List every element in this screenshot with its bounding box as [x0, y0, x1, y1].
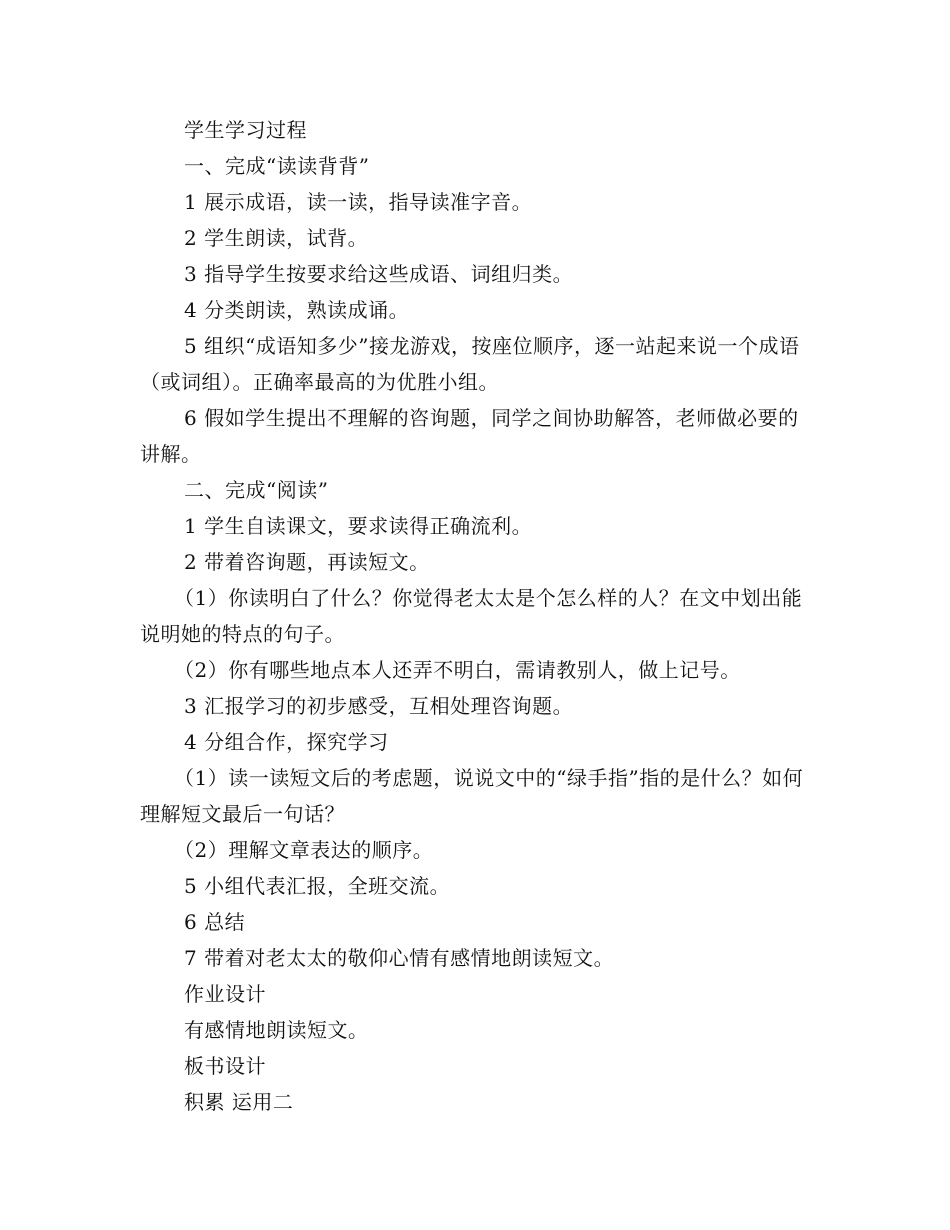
- paragraph-1: 学生学习过程: [184, 118, 307, 142]
- paragraph-16: （1）读一读短文后的考虑题，说说文中的“绿手指”指的是什么？如何理解短文最后一句话？: [140, 766, 804, 826]
- paragraph-5: 3 指导学生按要求给这些成语、词组归类。: [184, 262, 574, 286]
- paragraph-23: 板书设计: [184, 1054, 266, 1078]
- paragraph-21: 作业设计: [184, 982, 266, 1006]
- paragraph-18: 5 小组代表汇报，全班交流。: [184, 874, 451, 898]
- paragraph-14: 3 汇报学习的初步感受，互相处理咨询题。: [184, 694, 574, 718]
- paragraph-15: 4 分组合作，探究学习: [184, 730, 389, 754]
- paragraph-12: （1）你读明白了什么？你觉得老太太是个怎么样的人？在文中划出能说明她的特点的句子。: [140, 586, 803, 646]
- paragraph-10: 1 学生自读课文，要求读得正确流利。: [184, 514, 533, 538]
- paragraph-17: （2）理解文章表达的顺序。: [174, 838, 434, 862]
- paragraph-9: 二、完成“阅读”: [184, 478, 329, 502]
- paragraph-24: 积累 运用二: [184, 1090, 294, 1114]
- paragraph-7: 5 组织“成语知多少”接龙游戏，按座位顺序，逐一站起来说一个成语（或词组）。正确率最高的为优胜小组。: [140, 334, 800, 394]
- paragraph-6: 4 分类朗读，熟读成诵。: [184, 298, 410, 322]
- paragraph-19: 6 总结: [184, 910, 246, 934]
- paragraph-20: 7 带着对老太太的敬仰心情有感情地朗读短文。: [184, 946, 615, 970]
- paragraph-2: 一、完成“读读背背”: [184, 154, 370, 178]
- paragraph-8: 6 假如学生提出不理解的咨询题，同学之间协助解答，老师做必要的讲解。: [140, 406, 799, 466]
- paragraph-13: （2）你有哪些地点本人还弄不明白，需请教别人，做上记号。: [174, 658, 741, 682]
- paragraph-4: 2 学生朗读，试背。: [184, 226, 369, 250]
- document-body: [140, 112, 810, 1120]
- paragraph-22: 有感情地朗读短文。: [184, 1018, 369, 1042]
- paragraph-3: 1 展示成语，读一读，指导读准字音。: [184, 190, 533, 214]
- paragraph-11: 2 带着咨询题，再读短文。: [184, 550, 430, 574]
